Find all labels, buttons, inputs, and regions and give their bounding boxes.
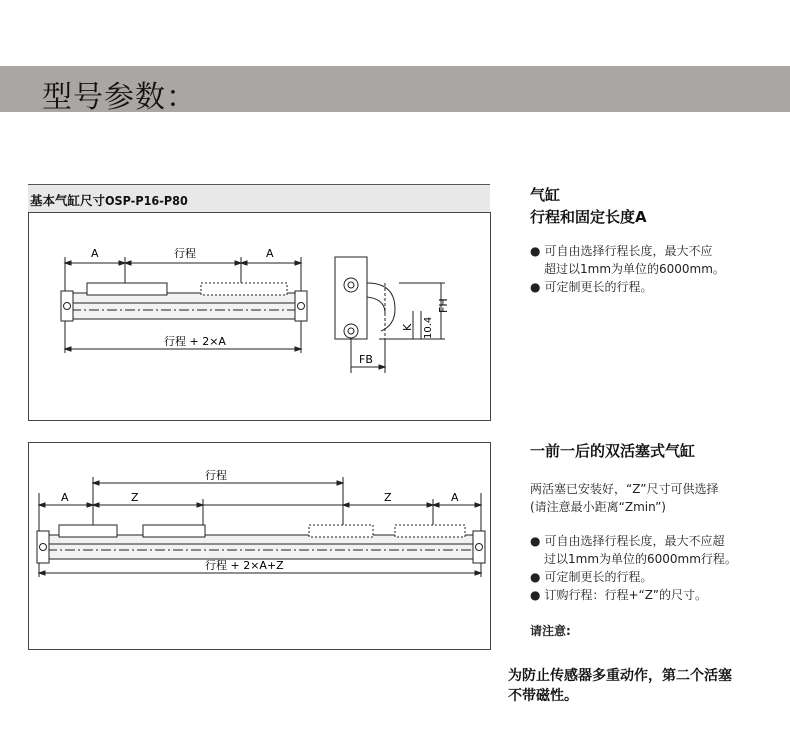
title-banner — [0, 66, 790, 115]
section2-bullet2 — [530, 568, 786, 586]
dim-stroke: 行程 — [205, 469, 227, 482]
section2-bullet1-line1: ● 可自由选择行程长度，最大不应超 — [530, 534, 725, 548]
dim-a-right: A — [451, 491, 459, 504]
section1-bullet2-text: ● 可定制更长的行程。 — [530, 280, 653, 294]
dim-k: K — [401, 323, 414, 331]
cylinder-drawing-basic — [29, 213, 490, 420]
dim-a-left: A — [91, 247, 99, 260]
section2-bullet3 — [530, 586, 786, 604]
figure2-panel — [28, 442, 491, 650]
section2-desc-line2: (请注意最小距离“Zmin”) — [530, 500, 666, 514]
section2-bullet1 — [530, 532, 786, 550]
figure1-header — [28, 184, 490, 213]
section2-title: 一前一后的双活塞式气缸 — [530, 442, 696, 460]
dim-z-left: Z — [131, 491, 139, 504]
warning-line2: 不带磁性。 — [508, 688, 578, 704]
section1-bullet1-line1: ● 可自由选择行程长度，最大不应 — [530, 244, 713, 258]
note-label: 请注意: — [530, 624, 571, 638]
dim-total: 行程 + 2×A — [164, 335, 226, 348]
section-basic-cylinder — [530, 184, 780, 296]
section1-bullet1 — [530, 242, 780, 260]
dim-stroke: 行程 — [174, 247, 196, 260]
section2-bullet2-text: ● 可定制更长的行程。 — [530, 570, 653, 584]
section1-title-line1: 气缸 — [530, 186, 561, 204]
cylinder-drawing-tandem — [29, 443, 490, 649]
section-tandem-cylinder — [530, 440, 786, 640]
section2-bullet1-line2: 过以1mm为单位的6000mm行程。 — [544, 552, 737, 566]
dim-fb: FB — [359, 353, 373, 366]
dim-z-right: Z — [384, 491, 392, 504]
dim-fh: FH — [437, 298, 450, 313]
figure1-panel — [28, 212, 491, 421]
page-title: 型号参数： — [42, 80, 197, 115]
dim-total: 行程 + 2×A+Z — [205, 559, 284, 572]
section2-desc-line1: 两活塞已安装好，“Z”尺寸可供选择 — [530, 482, 719, 496]
dim-10-4: 10.4 — [423, 316, 434, 339]
figure1-title: 基本气缸尺寸OSP-P16-P80 — [30, 193, 188, 208]
dim-a-right: A — [266, 247, 274, 260]
warning-note — [508, 666, 788, 706]
dim-a-left: A — [61, 491, 69, 504]
section1-bullet2 — [530, 278, 780, 296]
warning-line1: 为防止传感器多重动作，第二个活塞 — [508, 668, 732, 684]
section2-bullet3-text: ● 订购行程：行程+“Z”的尺寸。 — [530, 588, 707, 602]
section1-bullet1-line2: 超过以1mm为单位的6000mm。 — [544, 262, 725, 276]
section1-title-line2: 行程和固定长度A — [530, 208, 647, 226]
